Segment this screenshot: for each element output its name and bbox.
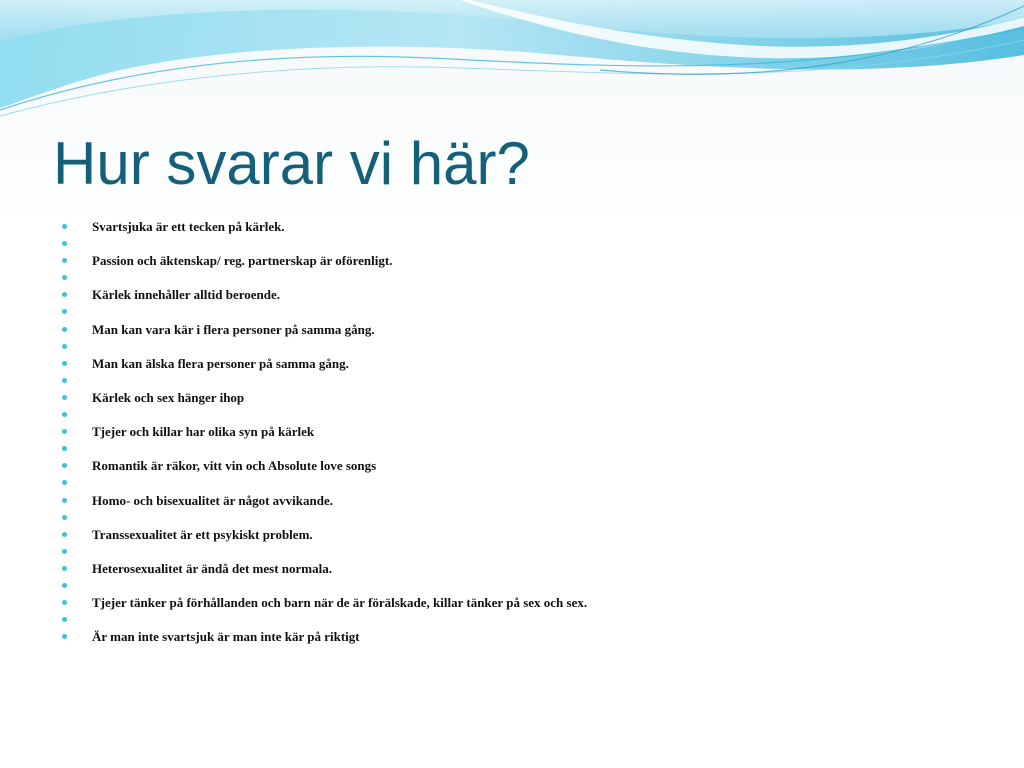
bullet-text: Tjejer tänker på förhållanden och barn när de är förälskade, killar tänker på sex och sex. — [92, 595, 588, 611]
bullet-dot-icon — [62, 241, 67, 246]
bullet-item — [62, 628, 1002, 645]
bullet-item-empty — [62, 543, 1002, 560]
bullet-text: Transsexualitet är ett psykiskt problem. — [92, 526, 313, 542]
bullet-item — [62, 560, 1002, 577]
bullet-dot-icon — [62, 224, 67, 229]
bullet-item-empty — [62, 406, 1002, 423]
bullet-item-empty — [62, 577, 1002, 594]
bullet-item — [62, 286, 1002, 303]
bullet-dot-icon — [62, 412, 67, 417]
bullet-item-empty — [62, 611, 1002, 628]
header-wave-decoration — [0, 0, 1024, 130]
bullet-item-empty — [62, 269, 1002, 286]
bullet-dot-icon — [62, 532, 67, 537]
bullet-dot-icon — [62, 446, 67, 451]
bullet-text: Svartsjuka är ett tecken på kärlek. — [92, 219, 285, 234]
bullet-dot-icon — [62, 275, 67, 280]
bullet-dot-icon — [62, 361, 67, 366]
bullet-dot-icon — [62, 549, 67, 554]
bullet-text: Är man inte svartsjuk är man inte kär på riktigt — [92, 629, 360, 645]
bullet-text: Kärlek innehåller alltid beroende. — [92, 287, 281, 303]
bullet-text: Tjejer och killar har olika syn på kärlek — [92, 424, 315, 440]
bullet-dot-icon — [62, 617, 67, 622]
bullet-item-empty — [62, 372, 1002, 389]
bullet-item — [62, 457, 1002, 474]
bullet-item-empty — [62, 440, 1002, 457]
bullet-text: Heterosexualitet är ändå det mest normala. — [92, 560, 332, 576]
bullet-text: Romantik är räkor, vitt vin och Absolute love songs — [92, 458, 377, 474]
bullet-text: Kärlek och sex hänger ihop — [92, 389, 245, 405]
bullet-text: Homo- och bisexualitet är något avvikande. — [92, 492, 333, 508]
bullet-item-empty — [62, 509, 1002, 526]
bullet-dot-icon — [62, 634, 67, 639]
bullet-text: Man kan vara kär i flera personer på samma gång. — [92, 321, 375, 337]
bullet-item — [62, 252, 1002, 269]
bullet-item-empty — [62, 338, 1002, 355]
bullet-dot-icon — [62, 463, 67, 468]
bullet-dot-icon — [62, 258, 67, 263]
bullet-dot-icon — [62, 327, 67, 332]
bullet-item-empty — [62, 303, 1002, 320]
bullet-item — [62, 423, 1002, 440]
bullet-text: Man kan älska flera personer på samma gång. — [92, 355, 349, 371]
bullet-dot-icon — [62, 344, 67, 349]
bullet-dot-icon — [62, 480, 67, 485]
bullet-list — [62, 218, 1002, 645]
bullet-item — [62, 389, 1002, 406]
bullet-item — [62, 321, 1002, 338]
bullet-dot-icon — [62, 395, 67, 400]
bullet-item — [62, 526, 1002, 543]
bullet-dot-icon — [62, 515, 67, 520]
bullet-dot-icon — [62, 429, 67, 434]
bullet-dot-icon — [62, 600, 67, 605]
bullet-item — [62, 355, 1002, 372]
bullet-dot-icon — [62, 498, 67, 503]
bullet-item-empty — [62, 235, 1002, 252]
bullet-dot-icon — [62, 292, 67, 297]
bullet-dot-icon — [62, 566, 67, 571]
bullet-text: Passion och äktenskap/ reg. partnerskap är oförenligt. — [92, 253, 393, 269]
bullet-item — [62, 218, 1002, 235]
bullet-item-empty — [62, 474, 1002, 491]
bullet-dot-icon — [62, 309, 67, 314]
bullet-item — [62, 492, 1002, 509]
slide-title: Hur svarar vi här? — [53, 130, 530, 197]
bullet-item — [62, 594, 1002, 611]
bullet-dot-icon — [62, 378, 67, 383]
bullet-dot-icon — [62, 583, 67, 588]
